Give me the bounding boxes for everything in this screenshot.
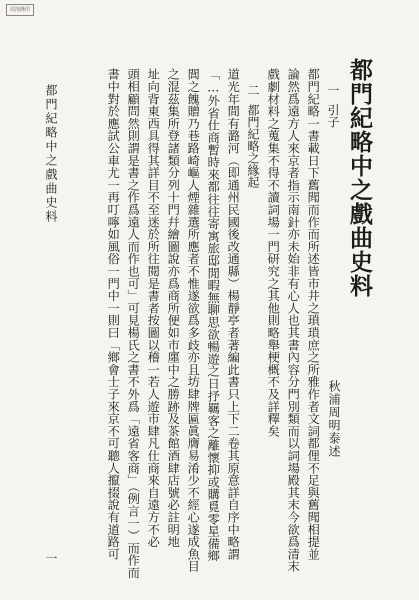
section-1-line-1: 都門紀略一書載日下舊聞而作而所述皆市井之瑣瑣庶之所雅作者文詞都俚不足與舊聞相提並 xyxy=(306,68,321,560)
section-2-line-1: 道光年間有潞河（即通州民國後改通縣）楊靜亭者著編此書只上下二卷其原意詳自序中略謂 xyxy=(226,68,241,560)
section-1-number: 一 xyxy=(326,84,340,96)
author-line: 秋浦周明泰述 xyxy=(327,380,341,458)
section-2-line-6: 頭相顧問然則謂是書之作爲遠人而作也可」可見楊氏之書不外爲「遠省客商」（例言一）而作而 xyxy=(126,68,141,579)
library-stamp: 周洛隆印 xyxy=(6,4,34,16)
page-number: 一 xyxy=(44,552,58,564)
section-1-line-2: 論然爲遠方人來京者指示南針亦未始非有心人也其書內容分門別類而以詞場殿其末今欲爲清末 xyxy=(286,68,301,573)
section-1-name: 引子 xyxy=(326,104,340,128)
section-2-line-5: 址向背東西具得其詳目不至迷於所往閱是書者按圖以稽一若人遊市肆凡仕商來自遠方不必 xyxy=(146,68,161,548)
section-2-name: 都門紀略之緣起 xyxy=(246,104,260,188)
section-2-line-4: 之混茲集所登諸類分列十門幷繪圖說亦爲商所便如市廛中之勝跡及茶館酒肆店號必註明地 xyxy=(166,68,181,548)
section-1-heading xyxy=(327,84,339,144)
section-2-line-2: 「…外省仕商暫時來都往往寄寓旅邸閒暇無聊思欲暢遊之日抒羈客之離懷抑或購覓零星備鄉 xyxy=(206,68,221,562)
article-title: 都門紀略中之戲曲史料 xyxy=(346,58,373,298)
section-2-number: 二 xyxy=(246,84,260,96)
section-2-heading xyxy=(247,84,259,204)
running-head: 都門紀略中之戲曲史料 xyxy=(44,84,58,224)
section-2-line-3: 閭之餽贈乃巷路崎嶇人煙雜選所應者不惟遂欲爲多歧亦且坊肆牌匾眞膺易淆少不經心遂成魚目 xyxy=(186,68,201,573)
section-1-line-3: 戲劇材料之蒐集不得不讀詞場一門研究之其他則略舉梗概不及詳釋矣 xyxy=(266,68,281,437)
section-2-line-7: 書中對於應試公車尤一再叮嚀如風俗一門中一則曰「鄉會士子來京不可聽人攛掇說有道路可 xyxy=(106,68,121,560)
